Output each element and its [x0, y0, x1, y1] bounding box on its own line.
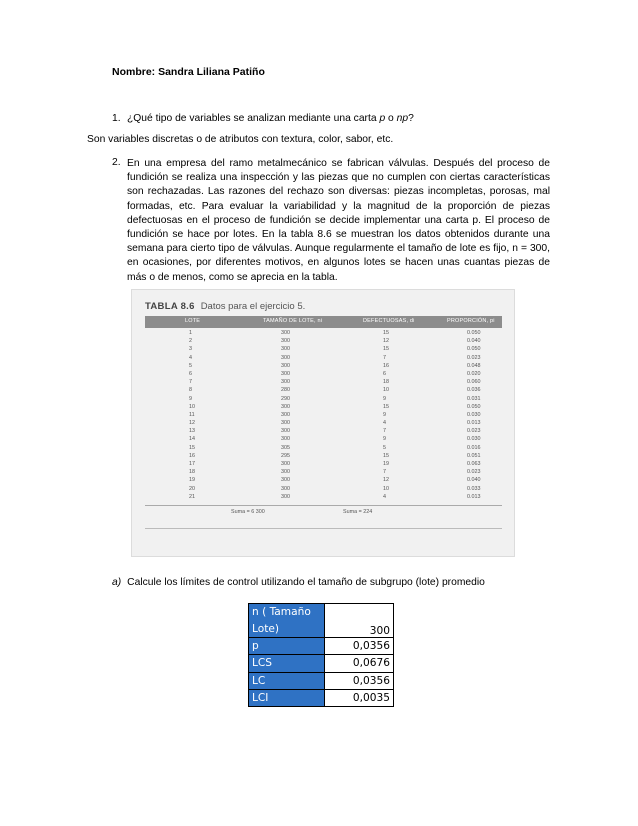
table-cell: 10 [383, 485, 389, 492]
table-cell: 14 [189, 436, 195, 443]
table-cell: 3 [189, 346, 192, 353]
table-cell: 1 [189, 330, 192, 336]
result-row [249, 689, 394, 706]
table-row [145, 355, 502, 363]
table-row [145, 420, 502, 428]
table-cell: 7 [189, 379, 192, 386]
table-cell: 9 [383, 395, 386, 402]
table-cell: 16 [383, 362, 389, 369]
table-cell: 8 [189, 387, 192, 394]
table-cell: 300 [281, 461, 290, 467]
table-cell: 12 [383, 338, 389, 345]
table-row [145, 436, 502, 444]
result-row [249, 638, 394, 655]
table-row [145, 486, 502, 494]
table-cell: 15 [383, 403, 389, 410]
table-row [145, 445, 502, 453]
table-cell: 0.016 [467, 444, 481, 451]
table-cell: 6 [383, 370, 386, 377]
table-cell: 15 [383, 330, 389, 336]
table-row [145, 338, 502, 346]
table-cell: 18 [383, 379, 389, 386]
question-2-number: 2. [112, 157, 121, 168]
book-table-rows [145, 330, 502, 502]
sum-divider [145, 505, 502, 506]
table-cell: 0.051 [467, 452, 481, 459]
table-row [145, 412, 502, 420]
table-cell: 9 [383, 436, 386, 443]
table-cell: 0.013 [467, 420, 481, 427]
student-name: Nombre: Sandra Liliana Patiño [112, 66, 265, 78]
table-cell: 9 [383, 411, 386, 418]
table-cell: 300 [281, 420, 290, 427]
table-cell: 300 [281, 428, 290, 435]
table-row [145, 477, 502, 485]
table-cell: 0.050 [467, 403, 481, 410]
result-value: 0,0035 [325, 689, 394, 706]
table-cell: 0.050 [467, 330, 481, 336]
question-2-text: En una empresa del ramo metalmecánico se fabrican válvulas. Después del proceso de fundición se realiza una inspección y las piezas que no cumplen con ciertas características son rechazadas. Las razones del rechazo son diversas: piezas incompletas, porosas, mal formadas, etc. Para evaluar la variabilidad y la magnitud de la proporción de piezas defectuosas en el proceso de fundición se decide implementar una carta p. El proceso de fundición se hace por lotes. En la tabla 8.6 se muestran los datos obtenidos durante una semana para cierto tipo de válvulas. Aunque regularmente el tamaño de lote es fijo, n = 300, en ocasiones, por diferentes motivos, en algunos lotes se hacen unas cuantas piezas de más o de menos, como se aprecia en la tabla. [127, 158, 550, 283]
sum-d: Suma = 224 [343, 509, 373, 515]
table-cell: 300 [281, 330, 290, 336]
table-cell: 11 [189, 411, 195, 418]
header-defectuosas: DEFECTUOSAS, di [363, 318, 415, 324]
results-table [248, 603, 394, 707]
result-row [249, 655, 394, 672]
table-row [145, 387, 502, 395]
table-cell: 7 [383, 469, 386, 476]
table-row [145, 428, 502, 436]
question-1-answer: Son variables discretas o de atributos con textura, color, sabor, etc. [87, 134, 394, 145]
table-cell: 4 [189, 354, 192, 361]
bottom-divider [145, 528, 502, 529]
question-1-text: ¿Qué tipo de variables se analizan mediante una carta p o np? [127, 113, 414, 124]
table-cell: 300 [281, 338, 290, 345]
table-cell: 0.033 [467, 485, 481, 492]
table-cell: 300 [281, 436, 290, 443]
table-cell: 0.036 [467, 387, 481, 394]
table-cell: 15 [189, 444, 195, 451]
table-cell: 280 [281, 387, 290, 394]
table-cell: 19 [383, 461, 389, 467]
question-1-number: 1. [112, 113, 121, 124]
table-cell: 300 [281, 346, 290, 353]
result-label: LCS [249, 655, 325, 672]
table-cell: 300 [281, 403, 290, 410]
table-cell: 12 [189, 420, 195, 427]
table-cell: 18 [189, 469, 195, 476]
table-cell: 300 [281, 379, 290, 386]
table-cell: 10 [189, 403, 195, 410]
table-cell: 0.020 [467, 370, 481, 377]
table-row [145, 469, 502, 477]
result-label: p [249, 638, 325, 655]
table-cell: 290 [281, 395, 290, 402]
table-cell: 7 [383, 428, 386, 435]
result-label: n ( Tamaño Lote) [249, 604, 325, 638]
table-cell: 0.031 [467, 395, 481, 402]
table-cell: 0.040 [467, 477, 481, 484]
table-cell: 0.063 [467, 461, 481, 467]
table-row [145, 396, 502, 404]
result-value: 0,0356 [325, 672, 394, 689]
table-cell: 4 [383, 493, 386, 500]
book-table-caption: TABLA 8.6 Datos para el ejercicio 5. [145, 301, 306, 312]
table-row [145, 330, 502, 338]
result-label: LCI [249, 689, 325, 706]
table-row [145, 461, 502, 469]
table-cell: 300 [281, 485, 290, 492]
table-cell: 13 [189, 428, 195, 435]
table-cell: 300 [281, 477, 290, 484]
table-cell: 5 [189, 362, 192, 369]
table-cell: 6 [189, 370, 192, 377]
table-cell: 5 [383, 444, 386, 451]
table-cell: 15 [383, 452, 389, 459]
table-cell: 295 [281, 452, 290, 459]
table-cell: 19 [189, 477, 195, 484]
table-cell: 0.030 [467, 436, 481, 443]
table-cell: 0.040 [467, 338, 481, 345]
book-table-header [145, 316, 502, 328]
result-value: 0,0356 [325, 638, 394, 655]
table-cell: 0.030 [467, 411, 481, 418]
book-table-image [131, 289, 515, 557]
result-row [249, 604, 394, 638]
table-row [145, 346, 502, 354]
sum-n: Suma = 6 300 [231, 509, 265, 515]
result-label: LC [249, 672, 325, 689]
table-row [145, 404, 502, 412]
table-cell: 0.023 [467, 354, 481, 361]
table-cell: 0.023 [467, 428, 481, 435]
table-cell: 20 [189, 485, 195, 492]
table-cell: 300 [281, 354, 290, 361]
table-cell: 0.050 [467, 346, 481, 353]
table-cell: 305 [281, 444, 290, 451]
table-row [145, 453, 502, 461]
table-cell: 10 [383, 387, 389, 394]
table-cell: 16 [189, 452, 195, 459]
header-lote: LOTE [185, 318, 201, 324]
table-row [145, 371, 502, 379]
table-cell: 300 [281, 370, 290, 377]
part-a: a) Calcule los límites de control utilizando el tamaño de subgrupo (lote) promedio [112, 577, 485, 588]
table-cell: 4 [383, 420, 386, 427]
table-cell: 300 [281, 493, 290, 500]
table-cell: 15 [383, 346, 389, 353]
result-row [249, 672, 394, 689]
table-cell: 2 [189, 338, 192, 345]
table-cell: 0.023 [467, 469, 481, 476]
table-row [145, 379, 502, 387]
table-cell: 300 [281, 469, 290, 476]
header-tamano: TAMAÑO DE LOTE, ni [263, 318, 323, 324]
table-cell: 9 [189, 395, 192, 402]
table-cell: 0.013 [467, 493, 481, 500]
table-cell: 300 [281, 362, 290, 369]
result-value: 300 [325, 604, 394, 638]
header-proporcion: PROPORCIÓN, pi [447, 318, 495, 324]
table-row [145, 363, 502, 371]
table-cell: 300 [281, 411, 290, 418]
table-row [145, 494, 502, 502]
table-cell: 0.060 [467, 379, 481, 386]
result-value: 0,0676 [325, 655, 394, 672]
table-cell: 21 [189, 493, 195, 500]
table-cell: 7 [383, 354, 386, 361]
table-cell: 12 [383, 477, 389, 484]
table-cell: 17 [189, 461, 195, 467]
table-cell: 0.048 [467, 362, 481, 369]
